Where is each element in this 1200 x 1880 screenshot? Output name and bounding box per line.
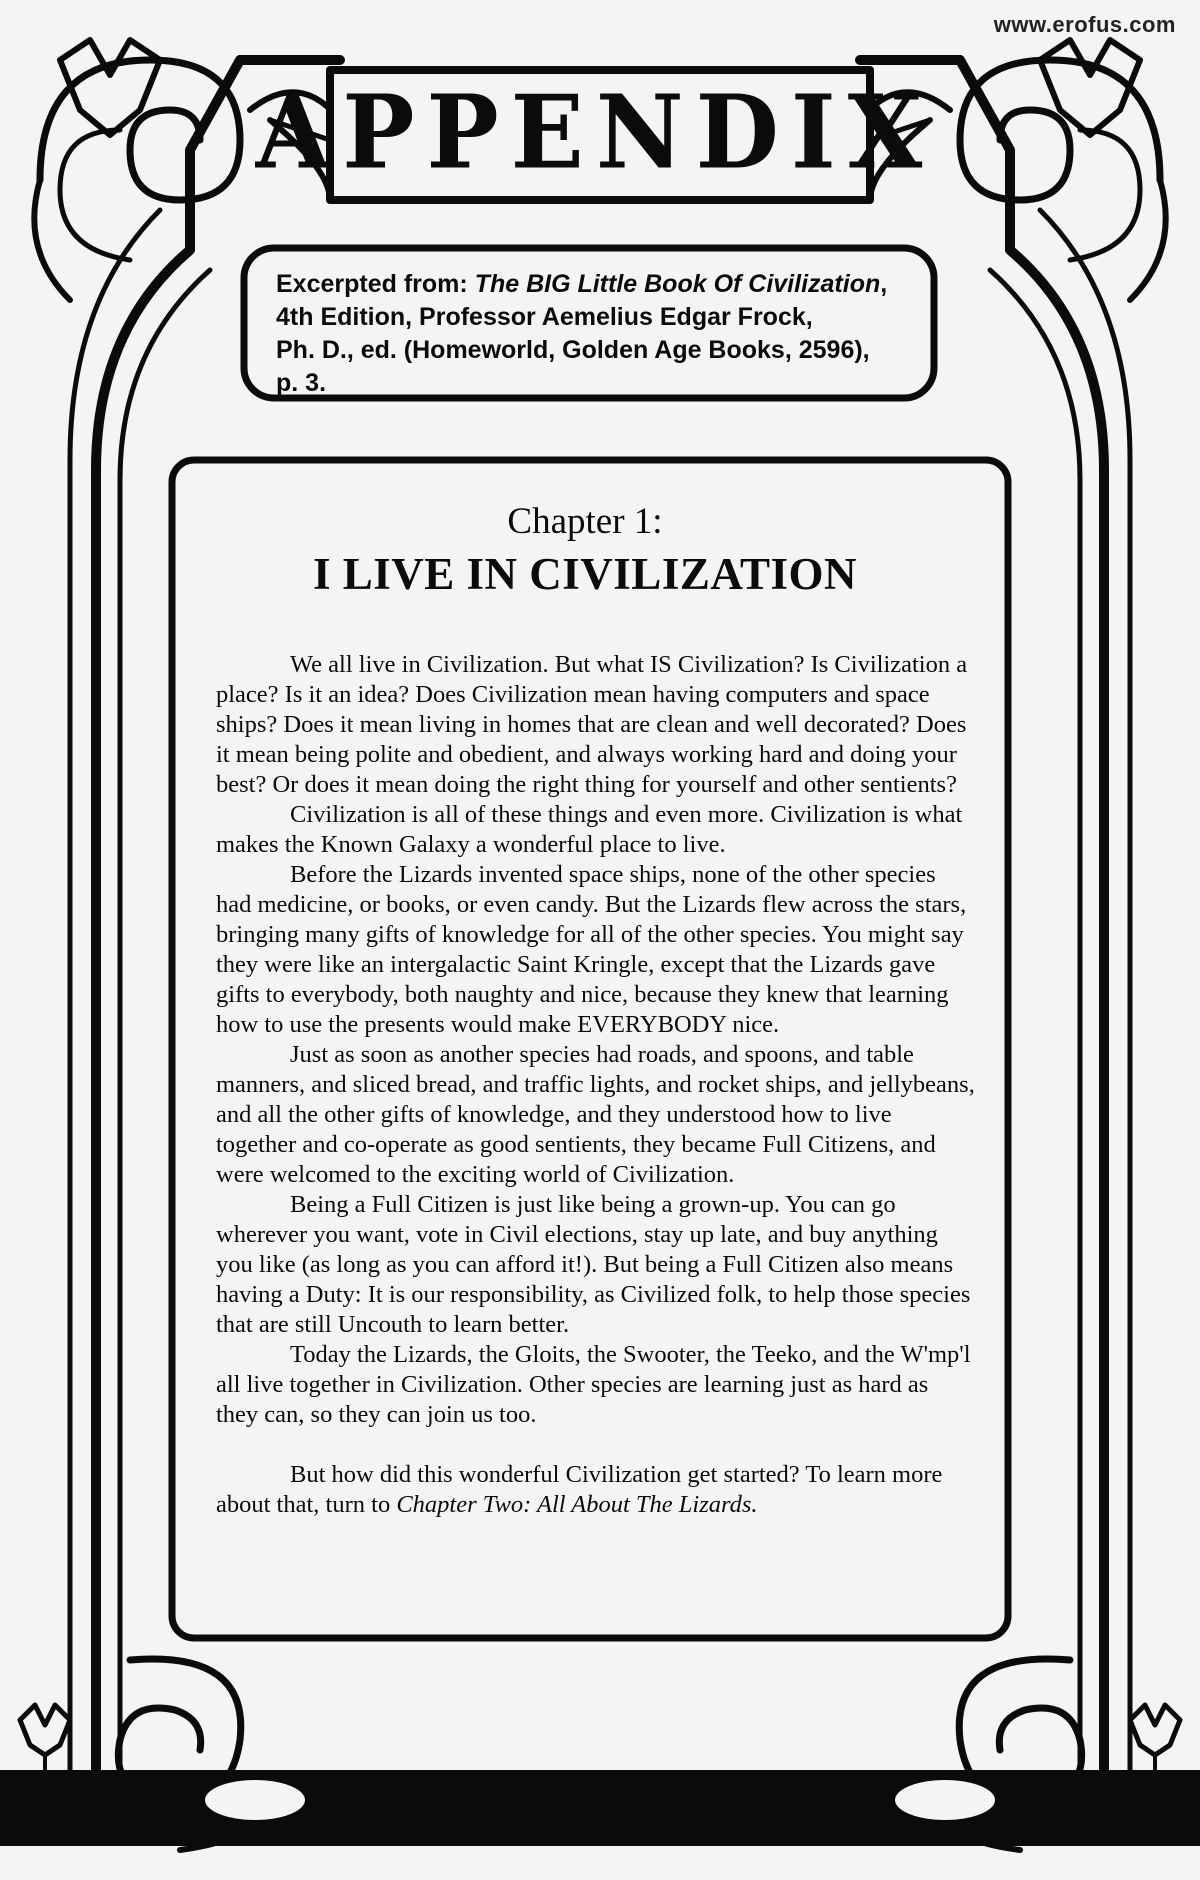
paragraph-3: Before the Lizards invented space ships, none of the other species had medicine, or books, or even candy. But the Lizards flew across the stars, bringing many gifts of knowledge for all of the other species. You might say they were like an intergalactic Saint Kringle, except that the Lizards gave gifts to everybody, both naughty and nice, because they knew that learning how to use the presents would make EVERYBODY nice. [216, 861, 967, 1038]
chapter-two-reference: Chapter Two: All About The Lizards. [396, 1491, 758, 1518]
excerpt-citation [276, 268, 926, 400]
paragraph-1: We all live in Civilization. But what IS Civilization? Is Civilization a place? Is it an idea? Does Civilization mean having computers and space ships? Does it mean living in homes that are clean and well decorated? Does it mean being polite and obedient, and always working hard and doing your best? Or does it mean doing the right thing for yourself and other sentients? [216, 651, 968, 798]
chapter-title: I LIVE IN CIVILIZATION [312, 549, 858, 599]
paragraph-5: Being a Full Citizen is just like being a grown-up. You can go wherever you want, vote in Civil elections, stay up late, and buy anything you like (as long as you can afford it!). But being a Full Citizen also means having a Duty: It is our responsibility, as Civilized folk, to help those species that are still Uncouth to learn better. [216, 1191, 971, 1338]
paragraph-6: Today the Lizards, the Gloits, the Swooter, the Teeko, and the W'mp'l all live together in Civilization. Other species are learning just as hard as they can, so they can join us too. [216, 1341, 971, 1428]
excerpt-book-title: The BIG Little Book Of Civilization [474, 270, 881, 298]
excerpt-line-3: Ph. D., ed. (Homeworld, Golden Age Books, 2596), [276, 336, 870, 364]
paragraph-4: Just as soon as another species had roads, and spoons, and table manners, and sliced bread, and traffic lights, and rocket ships, and jellybeans, and all the other gifts of knowledge, and they understood how to live together and co-operate as good sentients, they became Full Citizens, and were welcomed to the exciting world of Civilization. [216, 1041, 975, 1188]
excerpt-prefix: Excerpted from: [276, 270, 475, 298]
paragraph-7 [216, 1460, 976, 1520]
excerpt-line-4: p. 3. [276, 369, 327, 397]
chapter-number: Chapter 1: [507, 501, 663, 542]
watermark-text: www.erofus.com [993, 12, 1176, 37]
chapter-body [216, 650, 976, 1520]
excerpt-line-1 [276, 268, 926, 301]
paragraph-7-lead: But how did this wonderful Civilization get started? To learn more about that, turn to [216, 1461, 943, 1518]
excerpt-comma: , [880, 270, 888, 298]
paragraph-2: Civilization is all of these things and even more. Civilization is what makes the Known Galaxy a wonderful place to live. [216, 801, 963, 858]
appendix-title: APPENDIX [255, 72, 935, 192]
excerpt-line-2: 4th Edition, Professor Aemelius Edgar Frock, [276, 303, 813, 331]
